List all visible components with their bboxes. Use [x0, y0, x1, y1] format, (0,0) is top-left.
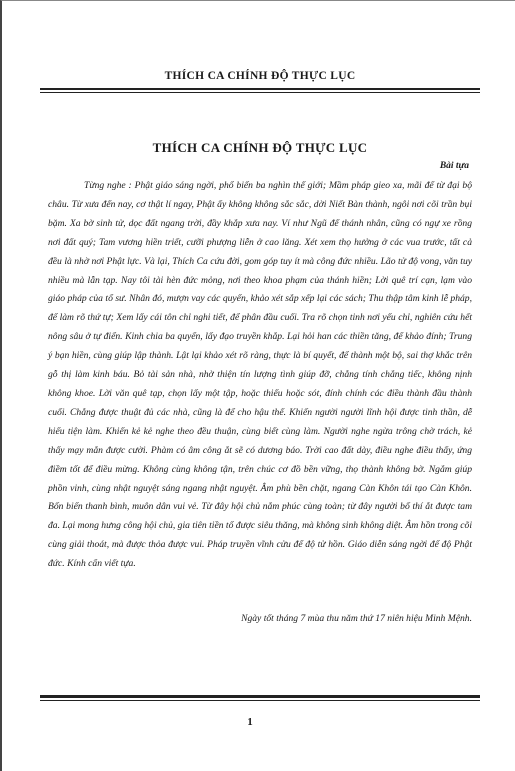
header-rule-thick — [40, 88, 480, 90]
date-signature: Ngày tốt tháng 7 mùa thu năm thứ 17 niên hiệu Minh Mệnh. — [241, 613, 472, 624]
section-label: Bài tựa — [439, 161, 469, 171]
document-title: THÍCH CA CHÍNH ĐỘ THỰC LỤC — [152, 140, 368, 155]
footer-rule-thin — [40, 700, 480, 701]
preface-body: Từng nghe : Phật giáo sáng ngời, phổ biến ba nghìn thế giới; Mầm pháp gieo xa, mãi để từ đại bộ châu. Từ xưa đến nay, cơ thật lí ngay, Phật ấy không không sắc sắc, dời Niết Bàn thành, ngôi nơi cõi trần bụi bặm. Xa bờ sinh tử, dọc đất ngang trời, đầy khắp xưa nay. Ví như Ngũ đế thánh nhân, cũng có ngự xe rồng nơi đất quý; Tam vương hiền triết, cưỡi phượng liễn ở cao lăng. Xét xem thọ hưởng ở các vua trước, tất cả đều là nhờ nơi Phật lực. Và lại, Thích Ca cứu đời, gom góp tuy ít mà công đức nhiều. Lão tử độ vong, văn tuy nhiều mà lẫn tạp. Nay tôi tài hèn đức mỏng, nơi theo khoa phạm của thánh hiền; Lời quê trí cạn, lạm vào giáo pháp của tổ sư. Nhân đó, mượn vay các quyển, khảo xét sắp xếp lại các sách; Thu thập tâm kinh lễ pháp, để làm rõ thứ tự; Xem lấy cái tôn chỉ nghi tiết, để phân đầu cuối. Tra rõ chọn tinh nơi yếu chỉ, nghiên cứu hết nông sâu ở tự điển. Kinh chia ba quyển, lấy đạo truyền khắp. Lại hỏi han các thiền tăng, để khảo đính; Trung ý bạn hiền, cùng giúp lập thành. Lật lại khảo xét rõ ràng, thực là bí quyết, để thành một bộ, sai thợ khắc trên gỗ thị làm kinh báu. Bỏ tài sản nhà, nhờ thiện tín lượng tình giúp đỡ, chẳng tính chẳng tiếc, không nịnh không khoe. Lời văn quê tạp, chọn lấy một tập, hoặc thiếu hoặc sót, đính chính các điều thành đầu thành cuối. Chẳng được thuật đủ các nhà, cũng là để cho hậu thế. Khiến người người lĩnh hội được tinh thần, dễ hiểu tiện làm. Khiến kẻ kẻ nghe theo đều thuận, cùng biết cùng làm. Người nghe ngừa trông chờ trách, kẻ thấy mạy mắn được cười. Phàm có âm công ắt sẽ có dương báo. Trời cao đất dày, điều nghe điều thấy, ứng điềm tốt để điều mừng. Không cùng không tận, trên chúc cơ đồ bền vững, thọ thành không bờ. Ngắm giúp phồn vinh, cùng nhật nguyệt sáng ngang nhật nguyệt. Âm phù bền chặt, ngang Càn Khôn tái tạo Càn Khôn. Bốn biển thanh bình, muôn dân vui vẻ. Từ đây hội chủ nắm phúc cùng toàn; từ đây người bố thí ắt được tam đa. Lại mong hưng công hội chủ, gia tiên tiền tổ được siêu thăng, mà không sinh không diệt. Âm hồn trong cõi cùng giải thoát, mà được thỏa được vui. Pháp truyền vĩnh cửu để độ tử hồn. Giáo diễn sáng ngời để độ Phật đức. Kính cẩn viết tựa. — [48, 180, 472, 570]
footer-rule-thick — [40, 695, 480, 698]
page-number: 1 — [247, 716, 253, 728]
header-rule-thin — [40, 92, 480, 93]
running-header: THÍCH CA CHÍNH ĐỘ THỰC LỤC — [164, 70, 356, 82]
